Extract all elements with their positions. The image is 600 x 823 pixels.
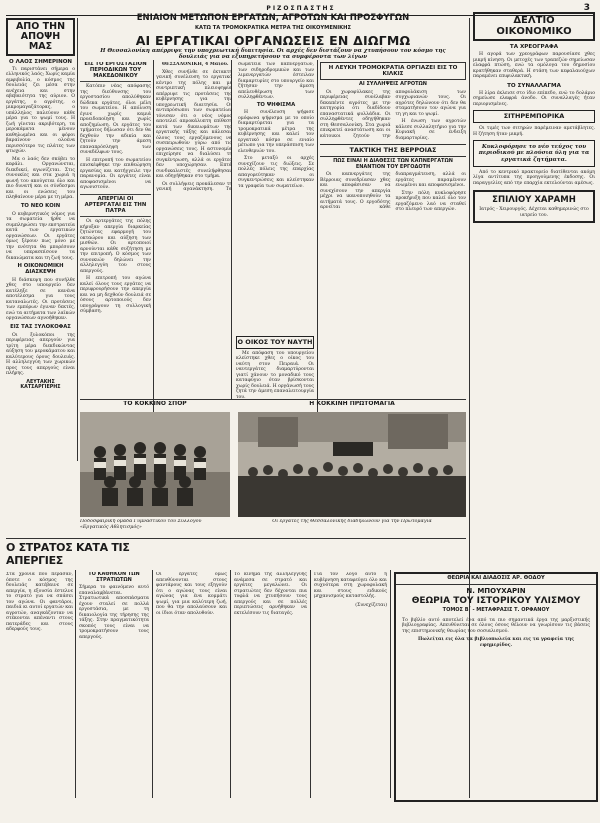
main-story [156, 62, 314, 332]
ad-body: Το βιβλίο αυτό αποτελεί ένα από τα πιο σημαντικά έργα της μαρξιστικής βιβλιογραφίας. Απευθύνεται σε όλους όσους θέλουν να γνωρίσουν τις βάσεις της επιστημονικής θεωρίας του σοσιαλισμού. [402, 617, 590, 634]
editorial-heading: ΑΠΟ ΤΗΝ ΑΠΟΨΗ ΜΑΣ [6, 18, 75, 56]
column-rule [152, 570, 153, 798]
editorial-subheading: Ο ΛΑΟΣ ΣΗΜΕΡΙΝΟΝ [8, 58, 72, 65]
nauti-text: Με απόφαση του υπουργείου κλείστηκε χθες ο οίκος του ναύτη στον Πειραιά. Οι ναυτεργάτες διαμαρτύρονται γιατί χάνουν το μοναδικό τους καταφύγιο όταν βρίσκονται χωρίς δουλειά. Η οργάνωσή τους ζητά την άμεση επαναλειτουργία του. [236, 350, 314, 398]
advertisement-box: Κυκλοφόρησε το νέο τεύχος του περιοδικού με πλούσια ύλη για τα εργατικά ζητήματα. [473, 140, 595, 167]
may-day-photo [238, 412, 466, 517]
ad-author: Ν. ΜΠΟΥΧΑΡΙΝ [466, 586, 526, 595]
column-two [80, 62, 151, 398]
lower-subhead: ΤΟ ΚΑΘΗΚΟΝ ΤΩΝ ΣΤΡΑΤΙΩΤΩΝ [88, 572, 140, 583]
article-text: Οι αρτεργάτες της πόλης κήρυξαν απεργία διαρκείας ζητώντας εφαρμογή του οκταώρου και αύξηση των μισθών. Οι αρτοποιοί αρνούνται κάθε συζήτηση με την επιτροπή. Ο κόσμος των συνοικιών δηλώνει την αλληλεγγύη του στους απεργούς. Η επιτροπή του αγώνα καλεί όλους τους εργάτες να περιφρουρήσουν την απεργία και να μη δεχθούν δουλειά σε όσους αρτοποιούς δεν υπογράψουν τη συλλογική σύμβαση. [80, 219, 151, 315]
banner-line1: ΕΝΙΑΙΟΝ ΜΕΤΩΠΟΝ ΕΡΓΑΤΩΝ, ΑΓΡΟΤΩΝ ΚΑΙ ΠΡΟΣΦΥΓΩΝ [136, 13, 410, 23]
lower-text: Οι εργάτες όμως απευθύνονται στους φαντάρους και τους εξηγούν ότι ο αγώνας τους είναι αγώνας για ένα κομμάτι ψωμί, για μια καλύτερη ζωή, που θα την απολαύσουν και οι ίδιοι όταν απολυθούν. [156, 572, 227, 616]
photo-content [238, 412, 466, 517]
banner-subhead: Η Θεσσαλονίκη απέρριψε την υποχρεωτική διαιτησία. Οι αρχές δεν διστάζουν να χτυπήσουν τον κόσμο της δουλειάς για να εξυπηρετήσουν τα συμφέροντα των λίγων [100, 47, 446, 60]
ad-note: Πωλείται εις όλα τα βιβλιοπωλεία και εις τα γραφεία της εφημερίδος. [418, 637, 574, 648]
ad-title: ΣΠΙΛΙΟΥ ΧΑΡΑΜΗ [492, 195, 576, 206]
column-rule [310, 570, 311, 798]
article-heading: ΑΠΕΡΓΙΑΙ ΟΙ ΑΡΤΕΡΓΑΤΑΙ ΕΙΣ ΤΗΝ ΠΑΤΡΑ [80, 194, 151, 217]
section-text: Ο κυβερνητικός νόμος για τα σωματεία ήρθε να συμπληρώσει την εκστρατεία κατά των εργατικών οργανώσεων. Οι εργάτες όμως ξέρουν πως μόνο με την ενότητα θα μπορέσουν να υπερασπίσουν τα δικαιώματα και τη ζωή τους. [6, 211, 75, 261]
article-heading: ΕΙΣ ΤΟ ΕΡΓΟΣΤΑΣΙΟΝ ΠΕΡΙΟΔΙΚΩΝ ΤΟΥ ΜΑΚΕΔΟΝΙΚΟΥ [80, 62, 151, 82]
section-text: Οι ξυλοκόποι της περιφέρειας απεργούν για τρίτη μέρα διεκδικώντας αύξηση του μεροκάματου και καλύτερους όρους δουλειάς. Η αλληλεγγύη των χωρικών προς τους απεργούς είναι πλήρης. [6, 332, 75, 377]
article-heading: ΤΑΚΤΙΚΗ ΤΗΣ ΒΕΡΡΟΙΑΣ [320, 144, 466, 157]
section-title: ΕΙΣ ΤΑΣ ΞΥΛΟΚΟΦΑΣ [10, 323, 71, 330]
financial-subheading: ΣΙΤΗΡΕΜΠΟΡΙΚΑ [473, 110, 595, 123]
banner-line2: ΚΑΤΩ ΤΑ ΤΡΟΜΟΚΡΑΤΙΚΑ ΜΕΤΡΑ ΤΗΣ ΟΙΚΟΥΜΕΝΙΚΗΣ [194, 24, 352, 31]
column-rule [77, 18, 78, 461]
banner-headline: ΑΙ ΕΡΓΑΤΙΚΑΙ ΟΡΓΑΝΩΣΕΙΣ ΕΝ ΔΙΩΓΜΩ [135, 32, 411, 48]
financial-text: Η λίρα έκλεισε στο ίδιο επίπεδο, ενώ το δολάριο σημείωσε ελαφρά άνοδο. Οι συναλλαγές ήταν περιορισμένες. [473, 90, 595, 107]
photo-caption-right: Οι εργάτες της Θεσσαλονίκης διαδηλώνουν για την Πρωτομαγιά [272, 519, 432, 524]
financial-text: Από το κεντρικό πρακτορείο διατίθενται ακόμη λίγα αντίτυπα της προηγούμενης έκδοσης. Οι παραγγελίες από την επαρχία εκτελούνται αμέσως. [473, 169, 595, 186]
column-five [320, 62, 466, 398]
page-number: 3 [583, 3, 590, 13]
masthead-title: ΡΙΖΟΣΠΑΣΤΗΣ [266, 5, 336, 12]
financial-text: Οι τιμές των σιτηρών παρέμειναν αμετάβλητες. Η ζήτηση ήταν μικρή. [473, 126, 595, 137]
photo-caption-left: Ποδοσφαιρική ομάδα Γυμναστικού του Συλλόγου «Εργατικός Αθλητισμός» [80, 519, 202, 530]
financial-subheading: ΤΑ ΧΡΕΟΓΡΑΦΑ [509, 44, 559, 50]
section-text: Η διάσκεψη που συνήλθε χθες στο υπουργείο δεν κατέληξε σε κανένα αποτέλεσμα για τους καταναλωτές. Οι προτάσεις των εμπόρων έγιναν δεκτές, ενώ τα αιτήματα των λαϊκών οργανώσεων αγνοήθηκαν. [6, 277, 75, 322]
nauti-article [236, 336, 314, 398]
signature: ΛΕΥΤΑΚΗΣ ΚΑΤΣΑΡΓΙΕΡΗΣ [20, 379, 61, 390]
main-story-text: ΘΕΣΣΑΛΟΝΙΚΗ, 4 Μαΐου. Χθες συνήλθε σε έκτακτη γενική συνέλευση το εργατικό κέντρο της πόλης και με συντριπτική πλειοψηφία απέρριψε τις προτάσεις της κυβέρνησης για την υποχρεωτική διαιτησία. Οι αντιπρόσωποι των σωματείων τόνισαν ότι ο νέος νόμος αποτελεί απροκάλυπτη επίθεση κατά των δικαιωμάτων της εργατικής τάξης και κάλεσαν όλους τους εργαζόμενους να συσπειρωθούν γύρω από τις οργανώσεις τους. Η αστυνομία επιχείρησε να διαλύσει τη συγκέντρωση, αλλά οι εργάτες δεν υποχώρησαν. Επτά συνδικαλιστές συνελήφθησαν και οδηγήθηκαν στο τμήμα. Οι συλλήψεις προκάλεσαν τη γενική αγανάκτηση. Τα σωματεία των καπνεργατών, των σιδηροδρομικών και των λιμενεργατών έστειλαν διαμαρτυρίες στο υπουργείο και ζήτησαν την άμεση απελευθέρωση των συλληφθέντων. ΤΟ ΨΗΦΙΣΜΑ Η συνέλευση ψήφισε ομόφωνα ψήφισμα με το οποίο διαμαρτύρεται για τα τρομοκρατικά μέτρα της κυβέρνησης και καλεί τον εργατικό κόσμο σε ενιαίο μέτωπο για την υπεράσπιση των ελευθεριών του. Στο μεταξύ οι αρχές συνεχίζουν τις διώξεις. Σε πολλές πόλεις της επαρχίας απαγορεύτηκαν οι συγκεντρώσεις και κλείστηκαν τα γραφεία των σωματείων. [156, 62, 314, 192]
doctor-advertisement [473, 190, 595, 223]
photo-top-rule [80, 399, 466, 400]
column-rule [75, 570, 76, 798]
lower-text: Το κίνημα της αλληλεγγύης ανάμεσα σε στρατό και εργάτες μεγαλώνει. Οι στρατιώτες δεν δέχονται πια τυφλά να χτυπήσουν τους απεργούς και σε πολλές περιπτώσεις αρνήθηκαν να εκτελέσουν τις διαταγές. [234, 572, 307, 616]
lower-headline-box [6, 541, 152, 567]
editorial-text: Τι παριστάνει σήμερα ο ελληνικός λαός; Χωρίς καμία αμφιβολία, ο κόσμος της δουλειάς ζει μέσα στην ανέχεια και στην αβεβαιότητα της αύριον. Ο εργάτης, ο αγρότης, ο μικρομαγαζάτορας, ο υπάλληλος παλεύουν κάθε μέρα για το ψωμί τους. Η ζωή γίνεται ακριβότερη, τα μεροκάματα μένουν καθηλωμένα και οι φόροι βαραίνουν ολοένα περισσότερο τις πλάτες των φτωχών. Μα ο λαός δεν σκύβει το κεφάλι. Οργανώνεται, διεκδικεί, αγωνίζεται. Στις συνοικίες και στα χωριά η φωνή του ακούγεται όλο και πιο δυνατή και οι σύνδεσμοι και οι ενώσεις του πληθαίνουν μέρα με τη μέρα. [6, 66, 75, 201]
lower-text: Στα χρόνια που πέρασαν, όποτε ο κόσμος της δουλειάς κατέβαινε σε απεργία, η εξουσία έστελνε το στρατό για να σπάσει τον αγώνα. Οι φαντάροι, παιδιά κι αυτοί εργατών και αγροτών, αναγκάζονταν να στέκονται απέναντι στους πατεράδες και στους αδερφούς τους. [6, 572, 73, 632]
financial-heading: ΔΕΛΤΙΟ ΟΙΚΟΝΟΜΙΚΟ [473, 12, 595, 41]
lower-col3 [156, 572, 227, 798]
article-text: Οι καπνεργάτες της Βέρροιας συνεδρίασαν χθες και αποφάσισαν να συνεχίσουν την απεργία μέχρι να ικανοποιηθούν τα αιτήματά τους. Ο εργοδότης αρνείται κάθε διαπραγμάτευση, αλλά οι εργάτες παραμένουν ενωμένοι και αποφασισμένοι. Στην πόλη κυκλοφόρησε προκήρυξη που καλεί όλο τον εργαζόμενο λαό να σταθεί στο πλευρό των απεργών. [320, 172, 466, 213]
nauti-heading: Ο ΟΙΚΟΣ ΤΟΥ ΝΑΥΤΗ [236, 336, 314, 349]
column-rule [390, 570, 391, 798]
column-rule [230, 570, 231, 798]
article-text: Κατόπιν νέας απόφασης της διεύθυνσης του εργοστασίου απολύθηκαν δώδεκα εργάτες, όλοι μέλη του σωματείου. Η απόλυση έγινε χωρίς καμιά προειδοποίηση και χωρίς αποζημίωση. Οι εργάτες του τμήματος δήλωσαν ότι δεν θα δεχθούν την αδικία και ζητούν την άμεση επαναπρόσληψη των συναδέλφων τους. Η επιτροπή του σωματείου επισκέφθηκε την επιθεώρηση εργασίας και κατήγγειλε την παρανομία. Οι εργάτες είναι αποφασισμένοι να αγωνιστούν. [80, 84, 151, 191]
lower-text: Σήμερα το φαινόμενο αυτό επαναλαμβάνεται. Στρατιωτικά αποσπάσματα έχουν σταλεί σε πολλά εργοστάσια, με τη δικαιολογία της τήρησης της τάξης. Στην πραγματικότητα σκοπός τους είναι να τρομοκρατήσουν τους απεργούς. [79, 585, 149, 640]
article-subheading: ΑΙ ΣΥΛΛΗΨΕΙΣ ΑΓΡΟΤΩΝ [359, 81, 427, 88]
photo-title-right: Η ΚΟΚΚΙΝΗ ΠΡΩΤΟΜΑΓΙΑ [309, 401, 395, 407]
article-heading: Η ΛΕΥΚΗ ΤΡΟΜΟΚΡΑΤΙΑ ΟΡΓΙΑΖΕΙ ΕΙΣ ΤΟ ΚΙΛΚΙΣ [320, 62, 466, 80]
ad-top: ΘΕΩΡΙΑ ΚΑΙ ΔΙΑΔΟΣΙΣ ΑΡ. ΘΟΔΟΥ [396, 574, 596, 585]
column-editorial [6, 18, 75, 462]
article-subheading: ΠΩΣ ΕΙΝΑΙ Η ΔΙΑΘΕΣΙΣ ΤΩΝ ΚΑΠΝΕΡΓΑΤΩΝ ΕΝΑΝΤΙΟΝ ΤΟΥ ΕΡΓΟΔΟΤΗ [333, 158, 453, 170]
financial-text: Η αγορά των χρεογράφων παρουσίασε χθες μικρή κίνηση. Οι μετοχές των τραπεζών σημείωσαν ελαφρά πτώση, ενώ τα ομόλογα του δημοσίου κρατήθηκαν σταθερά. Η στάση των κεφαλαιούχων παραμένει επιφυλακτική. [473, 52, 595, 80]
lower-top-rule [6, 538, 466, 539]
financial-subheading: ΤΟ ΣΥΝΑΛΛΑΓΜΑ [507, 82, 561, 89]
ad-text: Ιατρός - Χειρουργός. Δέχεται καθημερινώς στο ιατρείο του. [479, 207, 589, 218]
photo-titles [80, 401, 466, 411]
lower-col5 [314, 572, 387, 798]
article-text: Οι χωροφύλακες της περιφέρειας συνέλαβαν δεκαπέντε αγρότες με την κατηγορία ότι διαδίδουν επαναστατικά φυλλάδια. Οι συλληφθέντες οδηγήθηκαν στη Θεσσαλονίκη. Στα χωριά επικρατεί αναστάτωση και οι κάτοικοι ζητούν την αποφυλάκιση των συγχωριανών τους. Οι αγρότες δηλώνουν ότι δεν θα σταματήσουν τον αγώνα για τη γη και το ψωμί. Η ένωση των αγροτών κάλεσε συλλαλητήριο για την Κυριακή σε ένδειξη διαμαρτυρίας. [320, 89, 466, 141]
book-advertisement [394, 572, 598, 802]
ad-subtitle: ΤΟΜΟΣ Β΄ - ΜΕΤΑΦΡΑΣΙΣ Τ. ΟΡΦΑΝΟΥ [442, 607, 550, 614]
column-financial [473, 12, 595, 502]
lower-col2 [79, 572, 149, 798]
front-banner [80, 12, 466, 60]
football-team-photo [80, 412, 230, 517]
lower-col1 [6, 572, 73, 798]
lower-sign: (Συνεχίζεται) [355, 602, 387, 608]
photo-title-left: ΤΟ ΚΟΚΚΙΝΟ ΣΠΟΡ [123, 401, 187, 407]
ad-book-title: ΘΕΩΡΙΑ ΤΟΥ ΙΣΤΟΡΙΚΟΥ ΥΛΙΣΜΟΥ [411, 596, 581, 607]
section-title: Η ΟΙΚΟΝΟΜΙΚΗ ΔΙΑΣΚΕΨΗ [17, 263, 64, 276]
section-title: ΤΟ ΝΕΟ ΚΟΙΝ [20, 202, 61, 209]
lower-col4 [234, 572, 307, 798]
photo-content [80, 412, 230, 517]
lower-text: Για τον λόγο αυτό η κυβέρνηση καταφεύγει όλο και συχνότερα στη χωροφυλακή και στους ειδικούς μηχανισμούς καταστολής. [314, 572, 387, 599]
lower-headline: Ο ΣΤΡΑΤΟΣ ΚΑΤΑ ΤΙΣ ΑΠΕΡΓΙΕΣ [6, 541, 130, 567]
